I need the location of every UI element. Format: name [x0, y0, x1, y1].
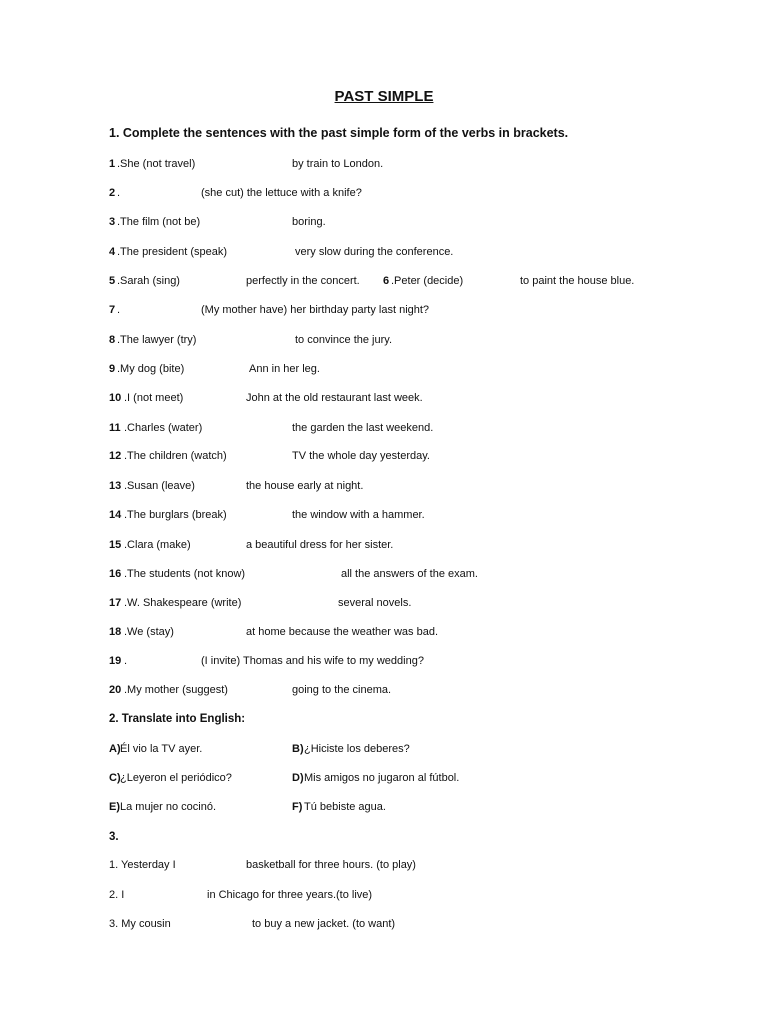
section2-heading: 2. Translate into English: [109, 713, 246, 725]
item-continuation: John at the old restaurant last week. [246, 392, 423, 404]
item-continuation: basketball for three hours. (to play) [246, 859, 416, 871]
item-prompt: .She (not travel) [117, 158, 196, 170]
translation-letter: B) [292, 743, 304, 755]
item-continuation: going to the cinema. [292, 684, 392, 696]
item-continuation: boring. [292, 216, 326, 228]
item-prompt: .The students (not know) [124, 568, 246, 580]
item-prompt: 1. Yesterday I [109, 859, 176, 871]
translation-letter: D) [292, 772, 304, 784]
item-number: 8 [109, 334, 116, 346]
section1-heading: 1. Complete the sentences with the past simple form of the verbs in brackets. [109, 126, 569, 140]
item-prompt: . [124, 655, 128, 667]
item-number: 13 [109, 480, 122, 492]
item-continuation: to buy a new jacket. (to want) [252, 918, 396, 930]
item-number: 20 [109, 684, 122, 696]
item-continuation: (I invite) Thomas and his wife to my wedding? [201, 655, 424, 667]
item-prompt: .My mother (suggest) [124, 684, 228, 696]
item-number: 17 [109, 597, 122, 609]
page-title: PAST SIMPLE [334, 88, 434, 105]
item-number: 18 [109, 626, 122, 638]
item-prompt: .The children (watch) [124, 450, 227, 462]
item-continuation: the window with a hammer. [292, 509, 425, 521]
translation-sentence: Él vio la TV ayer. [120, 743, 203, 755]
item-prompt: .My dog (bite) [117, 363, 185, 375]
item-prompt: .Charles (water) [124, 422, 203, 434]
item-number: 16 [109, 568, 122, 580]
item-prompt: 3. My cousin [109, 918, 171, 930]
item-continuation: perfectly in the concert. [246, 275, 360, 287]
item-prompt: . [117, 187, 121, 199]
item-continuation: very slow during the conference. [295, 246, 454, 258]
item-number: 3 [109, 216, 116, 228]
item-number: 4 [109, 246, 116, 258]
item-continuation: a beautiful dress for her sister. [246, 539, 394, 551]
item-continuation: several novels. [338, 597, 412, 609]
item-continuation: the garden the last weekend. [292, 422, 434, 434]
item-prompt: .Peter (decide) [391, 275, 464, 287]
item-number: 9 [109, 363, 116, 375]
translation-letter: F) [292, 801, 303, 813]
item-continuation: TV the whole day yesterday. [292, 450, 430, 462]
item-continuation: at home because the weather was bad. [246, 626, 439, 638]
item-prompt: .The film (not be) [117, 216, 201, 228]
translation-sentence: Mis amigos no jugaron al fútbol. [304, 772, 460, 784]
item-number: 10 [109, 392, 122, 404]
translation-letter: C) [109, 772, 121, 784]
item-continuation: by train to London. [292, 158, 384, 170]
translation-letter: E) [109, 801, 120, 813]
section3-heading: 3. [109, 831, 119, 843]
item-number: 12 [109, 450, 122, 462]
item-continuation: Ann in her leg. [249, 363, 320, 375]
item-prompt: 2. I [109, 889, 125, 901]
item-prompt: .Susan (leave) [124, 480, 195, 492]
item-prompt: .The president (speak) [117, 246, 228, 258]
item-continuation: to convince the jury. [295, 334, 393, 346]
translation-sentence: ¿Leyeron el periódico? [120, 772, 232, 784]
item-prompt: .We (stay) [124, 626, 174, 638]
item-prompt: .Sarah (sing) [117, 275, 180, 287]
item-prompt: . [117, 304, 121, 316]
item-number: 11 [109, 422, 121, 434]
item-number: 2 [109, 187, 116, 199]
item-number: 6 [383, 275, 390, 287]
item-number: 5 [109, 275, 116, 287]
item-continuation: to paint the house blue. [520, 275, 635, 287]
item-prompt: .The lawyer (try) [117, 334, 197, 346]
item-prompt: .I (not meet) [124, 392, 184, 404]
translation-sentence: La mujer no cocinó. [120, 801, 216, 813]
item-prompt: .Clara (make) [124, 539, 191, 551]
translation-sentence: Tú bebiste agua. [304, 801, 386, 813]
item-number: 19 [109, 655, 122, 667]
item-number: 7 [109, 304, 116, 316]
translation-sentence: ¿Hiciste los deberes? [304, 743, 410, 755]
item-prompt: .The burglars (break) [124, 509, 227, 521]
item-prompt: .W. Shakespeare (write) [124, 597, 242, 609]
item-number: 14 [109, 509, 122, 521]
item-number: 15 [109, 539, 122, 551]
item-continuation: (she cut) the lettuce with a knife? [201, 187, 362, 199]
item-continuation: in Chicago for three years.(to live) [207, 889, 373, 901]
item-continuation: all the answers of the exam. [341, 568, 478, 580]
item-number: 1 [109, 158, 116, 170]
item-continuation: the house early at night. [246, 480, 364, 492]
translation-letter: A) [109, 743, 121, 755]
item-continuation: (My mother have) her birthday party last night? [201, 304, 430, 316]
